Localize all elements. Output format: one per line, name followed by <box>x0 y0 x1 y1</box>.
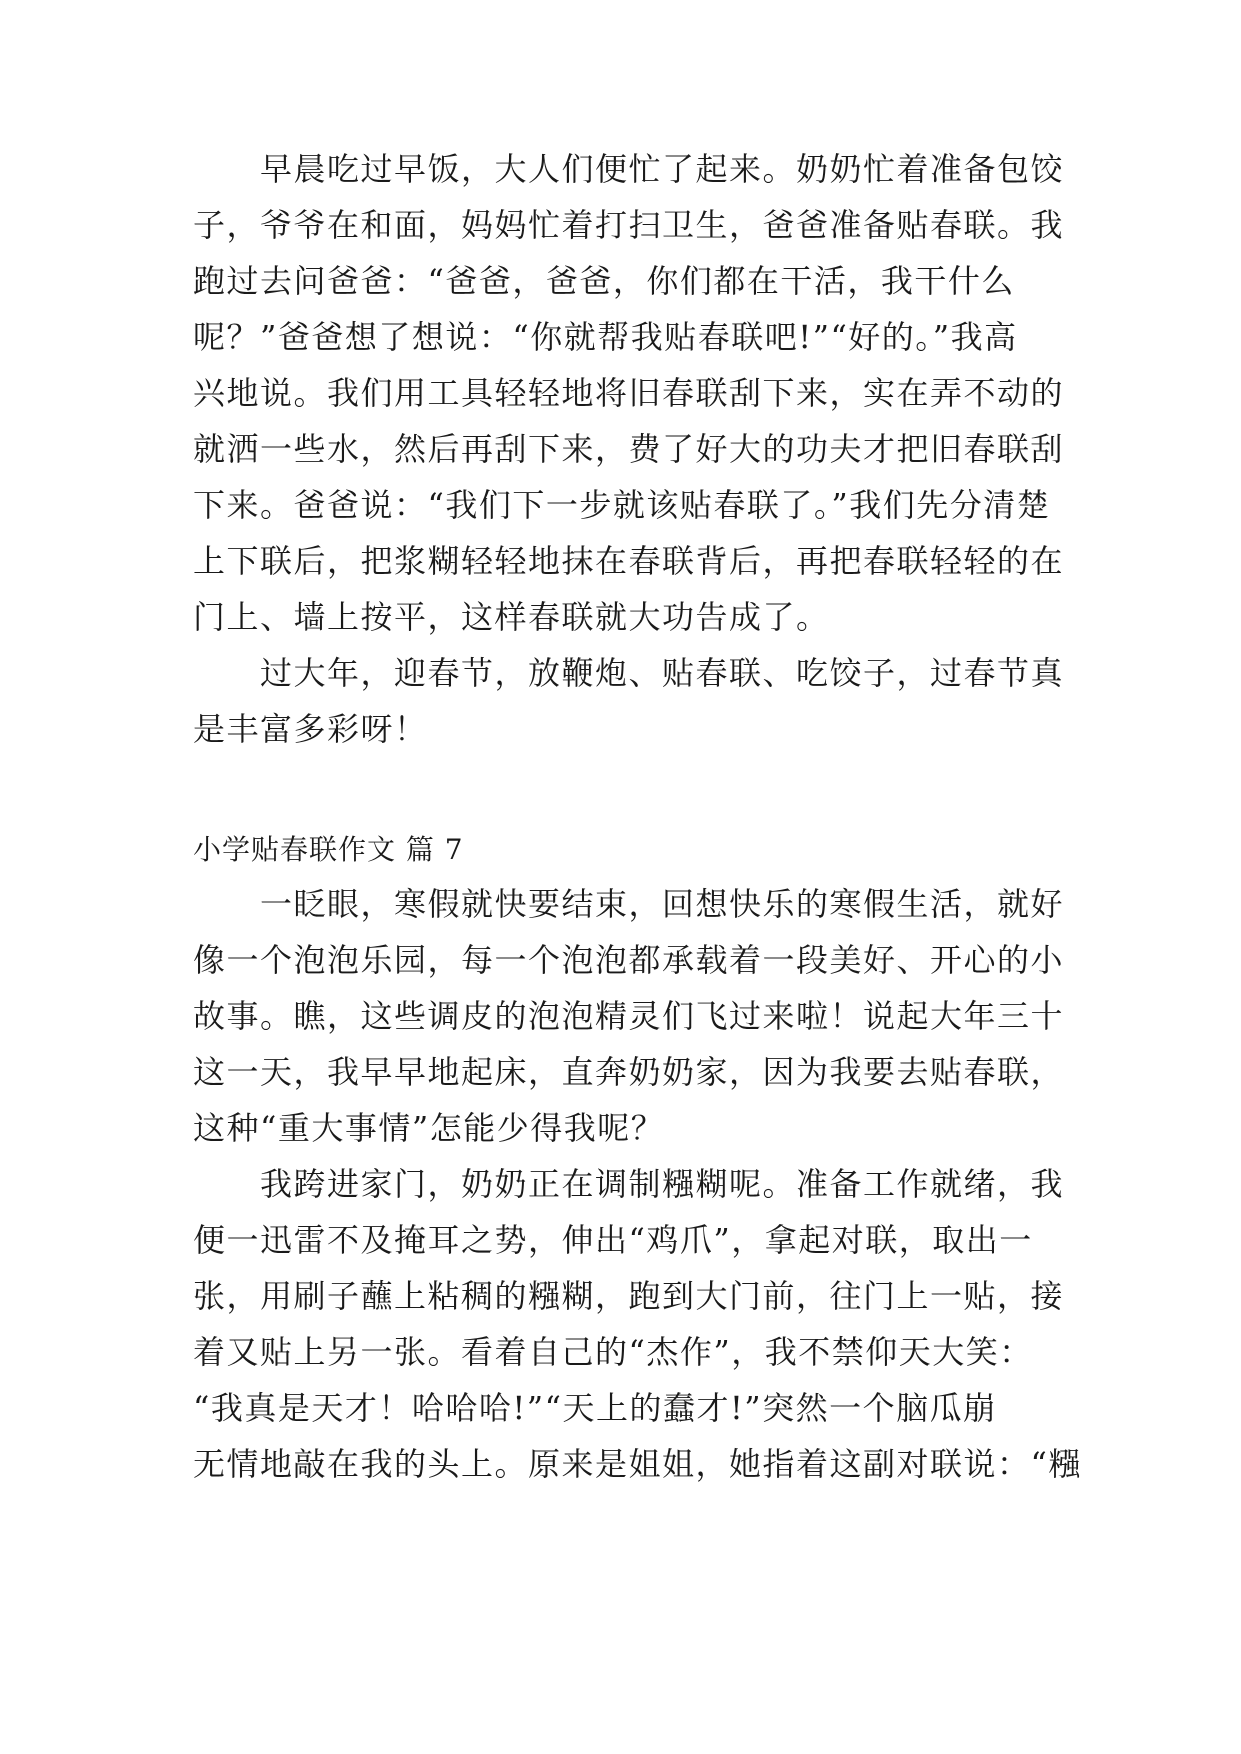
paragraph-line: 一眨眼，寒假就快要结束，回想快乐的寒假生活，就好 <box>193 885 1065 923</box>
paragraph-line: 故事。瞧，这些调皮的泡泡精灵们飞过来啦！说起大年三十 <box>193 997 1065 1035</box>
paragraph-line: 便一迅雷不及掩耳之势，伸出“鸡爪”，拿起对联，取出一 <box>193 1221 1033 1259</box>
paragraph-line: 无情地敲在我的头上。原来是姐姐，她指着这副对联说：“糨 <box>193 1445 1082 1483</box>
paragraph-line: 跑过去问爸爸：“爸爸，爸爸，你们都在干活，我干什么 <box>193 262 1015 300</box>
paragraph-line: 过大年，迎春节，放鞭炮、贴春联、吃饺子，过春节真 <box>193 654 1065 692</box>
paragraph-line: 着又贴上另一张。看着自己的“杰作”，我不禁仰天大笑： <box>193 1333 1033 1371</box>
section-heading: 小学贴春联作文 篇 7 <box>193 833 464 866</box>
paragraph-line: 张，用刷子蘸上粘稠的糨糊，跑到大门前，往门上一贴，接 <box>193 1277 1065 1315</box>
paragraph-line: 下来。爸爸说：“我们下一步就该贴春联了。”我们先分清楚 <box>193 486 1051 524</box>
paragraph-line: “我真是天才！哈哈哈!”“天上的蠢才!”突然一个脑瓜崩 <box>193 1389 997 1427</box>
paragraph-line: 我跨进家门，奶奶正在调制糨糊呢。准备工作就绪，我 <box>193 1165 1065 1203</box>
paragraph-line: 早晨吃过早饭，大人们便忙了起来。奶奶忙着准备包饺 <box>193 150 1065 188</box>
paragraph-line: 子，爷爷在和面，妈妈忙着打扫卫生，爸爸准备贴春联。我 <box>193 206 1065 244</box>
paragraph-line: 就洒一些水，然后再刮下来，费了好大的功夫才把旧春联刮 <box>193 430 1065 468</box>
paragraph-line: 是丰富多彩呀！ <box>193 710 428 748</box>
paragraph-line: 上下联后，把浆糊轻轻地抹在春联背后，再把春联轻轻的在 <box>193 542 1065 580</box>
paragraph-line: 门上、墙上按平，这样春联就大功告成了。 <box>193 598 830 636</box>
paragraph-line: 像一个泡泡乐园，每一个泡泡都承载着一段美好、开心的小 <box>193 941 1065 979</box>
paragraph-line: 呢？”爸爸想了想说：“你就帮我贴春联吧!”“好的。”我高 <box>193 318 1018 356</box>
paragraph-line: 兴地说。我们用工具轻轻地将旧春联刮下来，实在弄不动的 <box>193 374 1065 412</box>
paragraph-line: 这一天，我早早地起床，直奔奶奶家，因为我要去贴春联， <box>193 1053 1065 1091</box>
paragraph-line: 这种“重大事情”怎能少得我呢？ <box>193 1109 665 1147</box>
